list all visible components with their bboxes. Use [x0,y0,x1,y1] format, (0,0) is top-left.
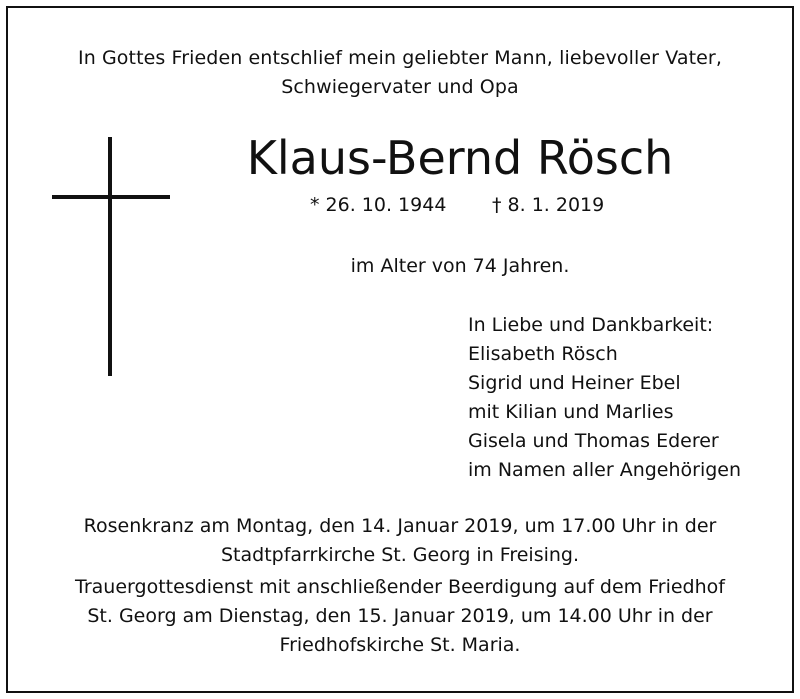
service-details [0,512,800,660]
rosary-line-2: Stadtpfarrkirche St. Georg in Freising. [220,544,580,566]
intro-line-2: Schwiegervater und Opa [281,76,519,98]
mourner-name: Elisabeth Rösch [468,343,618,365]
funeral-line-3: Friedhofskirche St. Maria. [279,634,521,656]
intro-line-1: In Gottes Frieden entschlief mein geliebter Mann, liebevoller Vater, [78,47,722,69]
age-text: im Alter von 74 Jahren. [350,255,570,277]
deceased-name: Klaus-Bernd Rösch [246,131,674,185]
mourner-name: Gisela und Thomas Ederer [468,430,719,452]
funeral-info [0,573,800,660]
funeral-line-1: Trauergottesdienst mit anschließender Beerdigung auf dem Friedhof [75,576,725,598]
mourners-heading: In Liebe und Dankbarkeit: [468,314,714,336]
death-date: † 8. 1. 2019 [492,194,605,216]
mourner-name: mit Kilian und Marlies [468,401,674,423]
rosary-info [0,512,800,570]
cross-horizontal-bar [52,195,170,199]
mourner-name: Sigrid und Heiner Ebel [468,372,681,394]
birth-date: * 26. 10. 1944 [310,194,447,216]
mourners-list [468,311,741,485]
funeral-line-2: St. Georg am Dienstag, den 15. Januar 2019, um 14.00 Uhr in der [87,605,713,627]
intro-text [0,44,800,102]
rosary-line-1: Rosenkranz am Montag, den 14. Januar 2019, um 17.00 Uhr in der [83,515,717,537]
mourner-name: im Namen aller Angehörigen [468,459,742,481]
